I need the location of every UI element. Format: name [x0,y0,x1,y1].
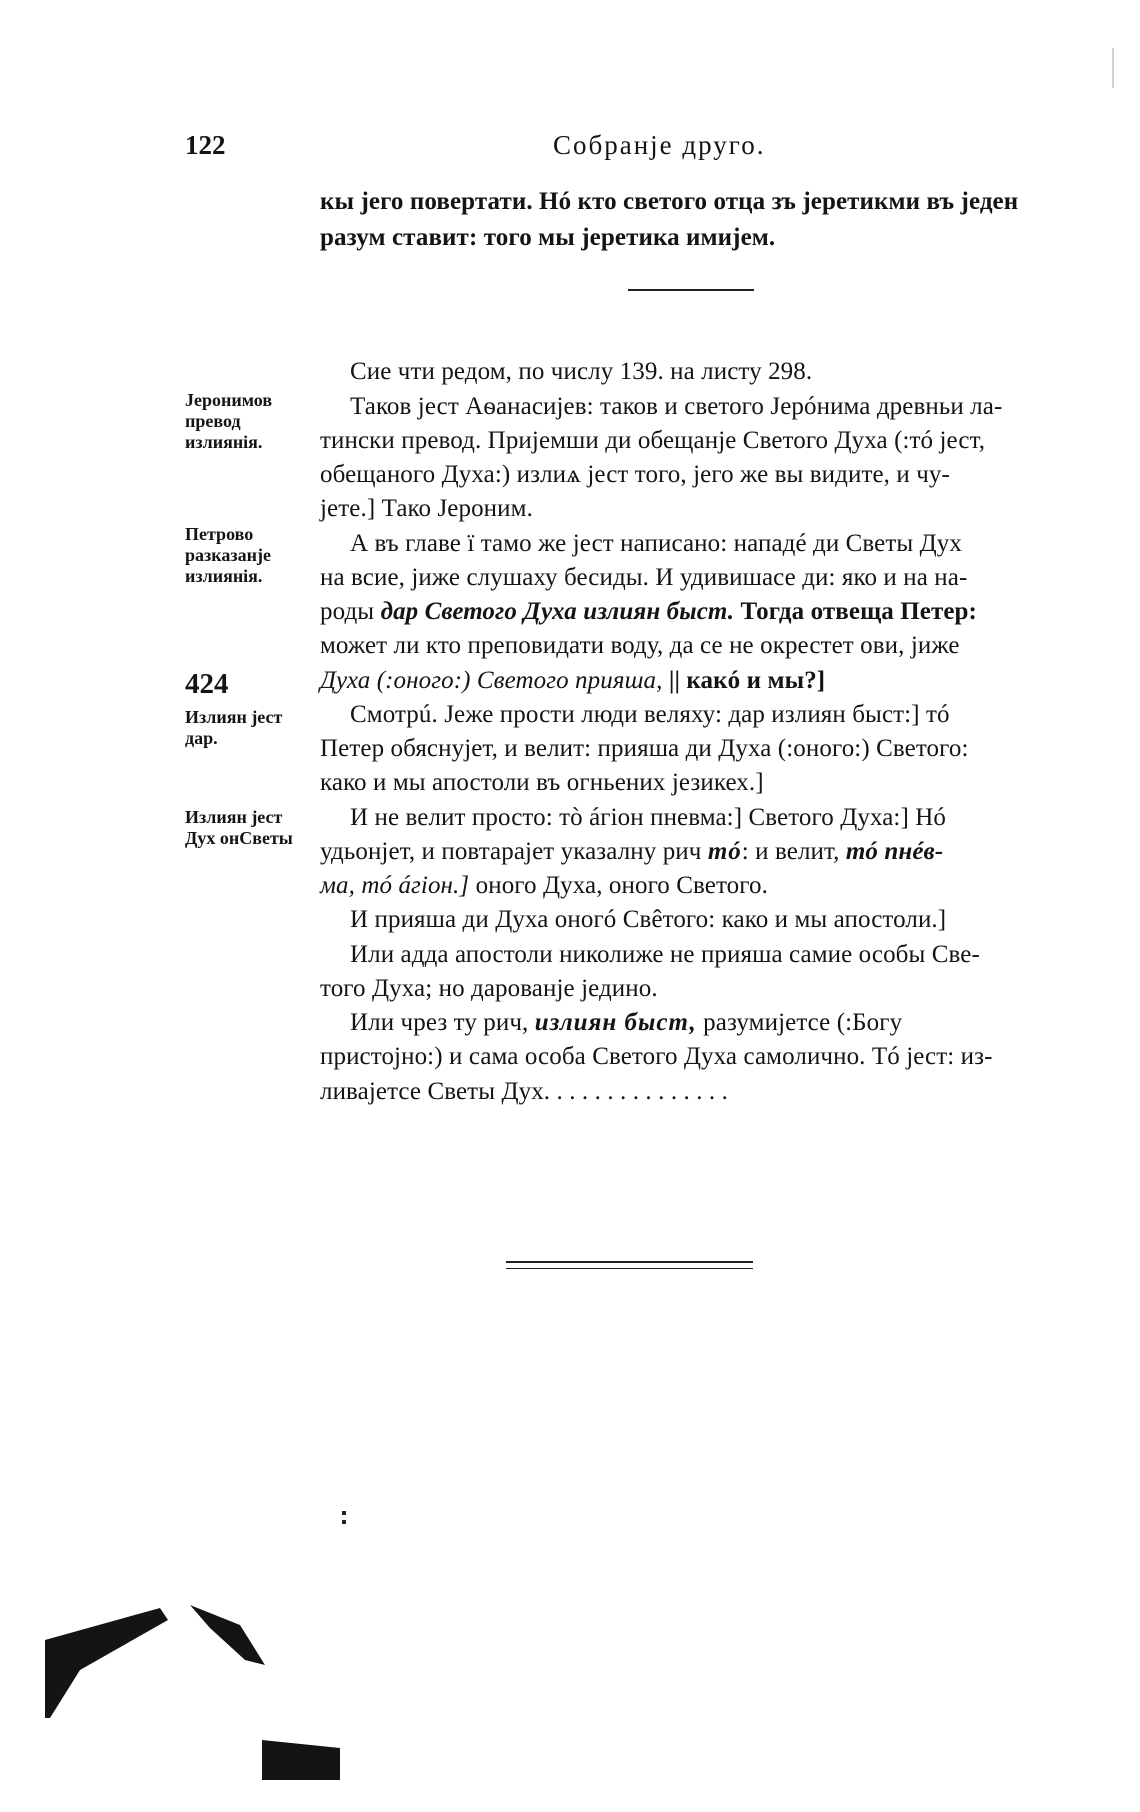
margin-note: Јеронимов превод излиянія. [185,390,273,452]
text-line: Или чрез ту рич, излиян быст, разумијетсе (:Богу [350,1009,903,1036]
text-line: роды дар Светого Духа излиян быст. Тогда отвеща Петер: [320,598,977,625]
text-line: ма, тó áгіон.] оного Духа, оного Светого. [320,872,768,899]
text-line: Петер обяснујет, и велит: прияша ди Духа (:оного:) Светого: [320,735,969,762]
text-line: Таков јест Аѳанасијев: таков и светого Јерóнима древньи ла- [350,393,1003,420]
scan-artifact [40,1600,340,1790]
text-line: того Духа; но дарованје једино. [320,975,658,1002]
end-rule-bottom [506,1268,753,1269]
text-line: тински превод. Пријемши ди обещанје Светого Духа (:тó јест, [320,427,986,454]
text-line: јете.] Тако Јероним. [320,495,533,522]
text-line: может ли кто преповидати воду, да се не окрестет ови, јиже [320,632,960,659]
text-line: на всие, јиже слушаху бесиды. И удивишасе ди: яко и на на- [320,564,968,591]
margin-page-number: 424 [185,668,229,700]
scan-speck [342,1511,346,1515]
text-line: Духа (:оного:) Светого прияша, || какó и мы?] [320,667,826,694]
text-line: како и мы апостоли въ огньених језикех.] [320,769,764,796]
text-line: Смотрú. Јеже прости люди веляху: дар излиян быст:] тó [350,701,950,728]
page-number: 122 [185,130,226,160]
text-line: разум ставит: того мы јеретика имијем. [320,224,776,251]
text-line: обещаного Духа:) излиѧ јест того, јего же вы видите, и чу- [320,461,950,488]
text-line: Или адда апостоли николиже не прияша самие особы Све- [350,941,980,968]
scan-edge-mark [1112,48,1114,88]
text-line: кы јего повертати. Нó кто светого отца зъ јеретикми въ једен [320,188,1019,215]
text-line: А въ главе ї тамо же јест написано: нападé ди Светы Дух [350,530,963,557]
end-rule-top [506,1261,753,1263]
text-line: И не велит просто: тò áгіон пневма:] Светого Духа:] Нó [350,804,947,831]
text-line: И прияша ди Духа оногó Свêтого: како и мы апостоли.] [350,906,947,933]
margin-note: Петрово разказанје излиянія. [185,524,271,586]
text-line: удьонјет, и повтарајет указалну рич тó: и велит, тó пнéв- [320,838,944,865]
text-line: Сие чти редом, по числу 139. на листу 298. [350,358,813,385]
section-divider [628,289,754,291]
margin-note: Излиян јест дар. [185,707,283,748]
text-line: ливајетсе Светы Дух. . . . . . . . . . . . . . . [320,1078,728,1105]
margin-note: Излиян јест Дух онСветы [185,807,293,848]
scan-speck [342,1520,346,1524]
running-head: Собранје друго. [553,130,766,160]
text-line: пристојно:) и сама особа Светого Духа самолично. Тó јест: из- [320,1043,993,1070]
